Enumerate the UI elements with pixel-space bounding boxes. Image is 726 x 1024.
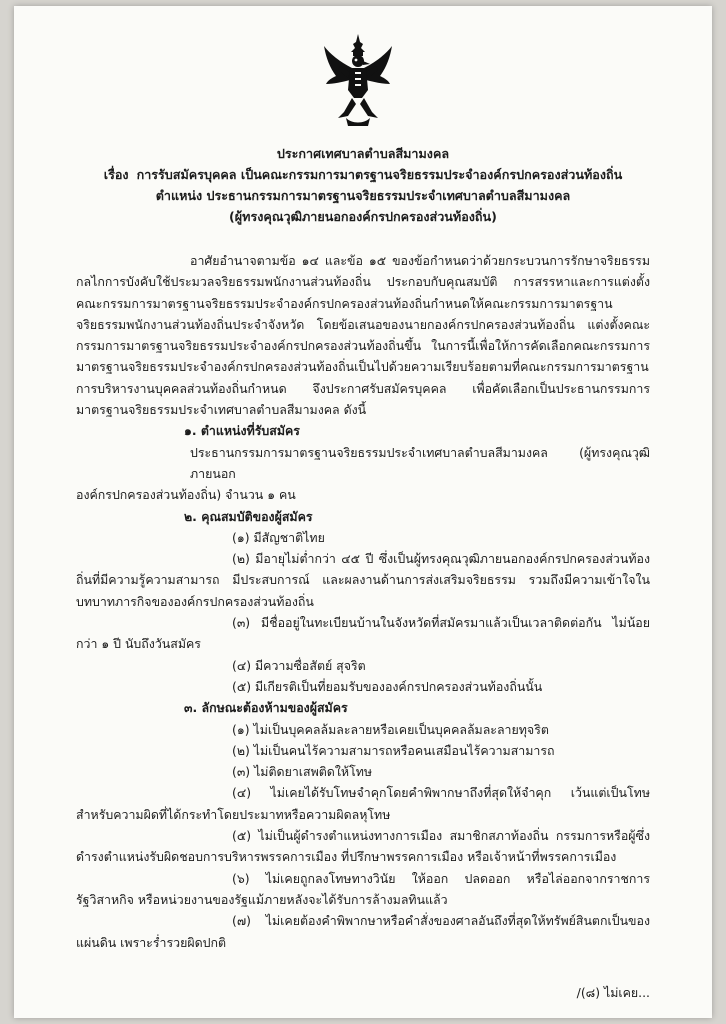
garuda-emblem-icon [322,32,394,128]
intro-text: อาศัยอำนาจตามข้อ ๑๔ และข้อ ๑๕ ของข้อกำหนดว่าด้วยกระบวนการรักษาจริยธรรม กลไกการบังคับใช้ประมวลจริยธรรมพนักงานส่วนท้องถิ่น ประกอบกับคุณสมบัติ การสรรหาและการแต่งตั้งคณะกรรมการมาตรฐานจริยธรรมประจำองค์กรปกครองส่วนท้องถิ่นกำหนดให้คณะกรรมการมาตรฐานจริยธรรมพนักงานส่วนท้องถิ่นประจำจังหวัด โดยข้อเสนอของนายกองค์กรปกครองส่วนท้องถิ่น แต่งตั้งคณะกรรมการมาตรฐานจริยธรรมประจำองค์กรปกครองส่วนท้องถิ่นขึ้น ในการนี้เพื่อให้การคัดเลือกคณะกรรมการมาตรฐานจริยธรรมประจำองค์กรปกครองส่วนท้องถิ่นเป็นไปด้วยความเรียบร้อยตามที่คณะกรรมการมาตรฐานการบริหารงานบุคคลส่วนท้องถิ่นกำหนด จึงประกาศรับสมัครบุคคล เพื่อคัดเลือกเป็นประธานกรรมการมาตรฐานจริยธรรมประจำเทศบาลตำบลสีมามงคล ดังนี้ [76,253,650,418]
section-3-item-5: (๕) ไม่เป็นผู้ดำรงตำแหน่งทางการเมือง สมาชิกสภาท้องถิ่น กรรมการหรือผู้ซึ่งดำรงตำแหน่งรับผิดชอบการบริหารพรรคการเมือง ที่ปรึกษาพรรคการเมือง หรือเจ้าหน้าที่พรรคการเมือง [76,828,650,865]
position-line: ตำแหน่ง ประธานกรรมการมาตรฐานจริยธรรมประจำเทศบาลตำบลสีมามงคล [155,188,571,203]
section-2-item-2: (๒) มีอายุไม่ต่ำกว่า ๔๕ ปี ซึ่งเป็นผู้ทรงคุณวุฒิภายนอกองค์กรปกครองส่วนท้องถิ่นที่มีความรู้ความสามารถ มีประสบการณ์ และผลงานด้านการส่งเสริมจริยธรรม รวมถึงมีความเข้าใจในบทบาทภารกิจขององค์กรปกครองส่วนท้องถิ่น [76,551,650,609]
document-page [14,6,712,1018]
section-1-heading: ๑. ตำแหน่งที่รับสมัคร [184,423,300,439]
intro-paragraph [76,250,650,420]
section-2-item-3: (๓) มีชื่ออยู่ในทะเบียนบ้านในจังหวัดที่สมัครมาแล้วเป็นเวลาติดต่อกัน ไม่น้อยกว่า ๑ ปี นับถึงวันสมัคร [76,615,650,652]
announcement-title: ประกาศเทศบาลตำบลสีมามงคล [276,146,450,161]
section-2-heading: ๒. คุณสมบัติของผู้สมัคร [184,508,313,524]
section-2-item-4: (๔) มีความซื่อสัตย์ สุจริต [232,657,366,673]
section-3-item-6: (๖) ไม่เคยถูกลงโทษทางวินัย ให้ออก ปลดออก หรือไล่ออกจากราชการ รัฐวิสาหกิจ หรือหน่วยงานของรัฐแม้ภายหลังจะได้รับการล้างมลทินแล้ว [76,870,650,907]
section-2-item-5: (๕) มีเกียรติเป็นที่ยอมรับขององค์กรปกครองส่วนท้องถิ่นนั้น [232,678,543,694]
document-body [76,250,650,953]
qualification-line: (ผู้ทรงคุณวุฒิภายนอกองค์กรปกครองส่วนท้องถิ่น) [229,209,497,224]
continuation-marker: /(๘) ไม่เคย... [576,985,650,1000]
section-1-text-line-1: ประธานกรรมการมาตรฐานจริยธรรมประจำเทศบาลตำบลสีมามงคล (ผู้ทรงคุณวุฒิภายนอก [190,444,650,481]
section-3-item-1: (๑) ไม่เป็นบุคคลล้มละลายหรือเคยเป็นบุคคลล้มละลายทุจริต [232,721,549,737]
section-3-item-2: (๒) ไม่เป็นคนไร้ความสามารถหรือคนเสมือนไร้ความสามารถ [232,742,555,758]
section-3-heading: ๓. ลักษณะต้องห้ามของผู้สมัคร [184,700,348,716]
section-2-item-1: (๑) มีสัญชาติไทย [232,529,325,545]
subject-line [14,164,712,186]
section-3-item-4: (๔) ไม่เคยได้รับโทษจำคุกโดยคำพิพากษาถึงที่สุดให้จำคุก เว้นแต่เป็นโทษสำหรับความผิดที่ได้กระทำโดยประมาทหรือความผิดลหุโทษ [76,785,650,822]
section-3-item-3: (๓) ไม่ติดยาเสพติดให้โทษ [232,764,373,780]
section-1-text-line-2: องค์กรปกครองส่วนท้องถิ่น) จำนวน ๑ คน [76,487,296,503]
section-3-item-7: (๗) ไม่เคยต้องคำพิพากษาหรือคำสั่งของศาลอันถึงที่สุดให้ทรัพย์สินตกเป็นของแผ่นดิน เพราะร่ำรวยผิดปกติ [76,913,650,950]
subject-label: เรื่อง [103,167,129,182]
subject-text: การรับสมัครบุคคล เป็นคณะกรรมการมาตรฐานจริยธรรมประจำองค์กรปกครองส่วนท้องถิ่น [136,167,623,182]
